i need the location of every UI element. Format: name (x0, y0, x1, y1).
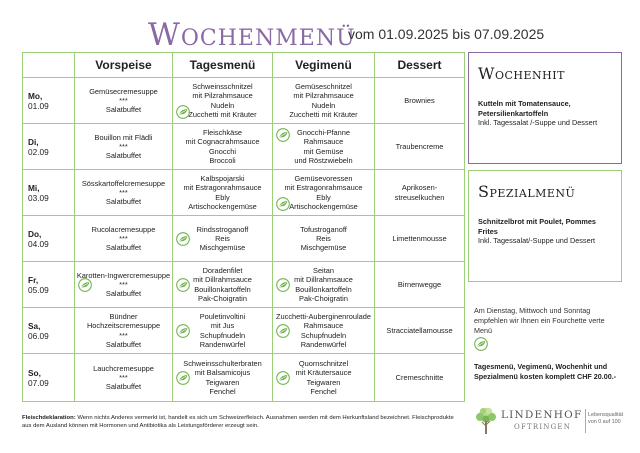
starter-line: Lauchcremesuppe (93, 363, 154, 373)
date-range: vom 01.09.2025 bis 07.09.2025 (348, 26, 545, 42)
lindenhof-logo (474, 406, 624, 440)
day-cell (23, 354, 75, 402)
fourchette-verte-icon (276, 128, 290, 142)
dessert-cell (375, 216, 465, 262)
vegi-line: Teigwaren (306, 377, 341, 387)
table-row (23, 78, 465, 124)
tages-line: mit Balsamicojus (194, 368, 251, 378)
day-date: 04.09 (28, 238, 49, 249)
fourchette-verte-icon (276, 371, 290, 385)
starter-line: Salatbuffet (105, 105, 142, 115)
starter-line: *** (119, 187, 128, 197)
vegi-line: Schupfnudeln (300, 330, 347, 340)
logo-tagline: Lebensqualität von 0 auf 100 (588, 412, 624, 425)
starter-cell (75, 308, 173, 354)
fourchette-verte-icon (176, 278, 190, 292)
fourchette-verte-icon (276, 324, 290, 338)
dessert-line: streuselkuchen (394, 192, 445, 202)
wochenhit-extra: Inkl. Tagessalat /-Suppe und Dessert (478, 118, 598, 127)
day-name: Di, (28, 136, 39, 147)
tages-line: Pak-Choigratin (198, 293, 247, 303)
day-date: 01.09 (28, 100, 49, 111)
tages-cell (173, 354, 273, 402)
tages-line: mit Cognacrahmsauce (185, 137, 260, 147)
tages-cell (173, 216, 273, 262)
column-header-vegimenu: Vegimenü (273, 53, 375, 78)
spezialmenu-extra: Inkl. Tagessalat/-Suppe und Dessert (478, 236, 596, 245)
table-row (23, 262, 465, 308)
day-cell (23, 308, 75, 354)
vegi-line: Seitan (313, 266, 334, 276)
fourchette-verte-icon (176, 105, 190, 119)
starter-cell (75, 124, 173, 170)
fourchette-verte-icon (176, 324, 190, 338)
tages-line: Mischgemüse (199, 243, 246, 253)
starter-line: *** (119, 372, 128, 382)
starter-line: *** (119, 279, 128, 289)
day-date: 02.09 (28, 146, 49, 157)
starter-line: Rucolacremesuppe (91, 224, 156, 234)
vegi-line: Rahmsauce (303, 321, 344, 331)
starter-line: *** (119, 233, 128, 243)
vegi-cell (273, 308, 375, 354)
tages-line: Schweinsschnitzel (192, 82, 253, 92)
vegi-cell (273, 124, 375, 170)
tages-line: Broccoli (209, 155, 236, 165)
tages-line: Ebly (215, 192, 230, 202)
vegi-line: Zucchetti-Auberginenroulade (276, 312, 371, 322)
spezialmenu-box (468, 170, 622, 282)
fourchette-verte-icon (276, 197, 290, 211)
logo-divider (585, 409, 586, 433)
vegi-line: Quornschnitzel (298, 359, 349, 369)
vegi-line: mit Dillrahmsauce (294, 275, 353, 285)
logo-town: OFTRINGEN (514, 423, 572, 431)
day-name: Mo, (28, 90, 43, 101)
vegi-line: und Röstzwiebeln (294, 155, 353, 165)
tages-line: Fleischkäse (202, 128, 243, 138)
vegi-cell (273, 170, 375, 216)
vegi-line: mit Pilzrahmsauce (293, 91, 354, 101)
meat-declaration-label: Fleischdeklaration: (22, 415, 76, 421)
vegi-line: Tofustroganoff (300, 224, 347, 234)
day-cell (23, 124, 75, 170)
starter-line: *** (119, 95, 128, 105)
tages-line: mit Jus (210, 321, 235, 331)
column-header-dessert: Dessert (375, 53, 465, 78)
tages-line: Gnocchi (208, 146, 237, 156)
dessert-line: Limettenmousse (392, 233, 447, 243)
meat-declaration (22, 415, 462, 431)
vegi-line: Nudeln (311, 100, 336, 110)
vegi-line: Gemüsevoressen (294, 174, 353, 184)
vegi-cell (273, 262, 375, 308)
column-header-starter: Vorspeise (75, 53, 173, 78)
dessert-line: Brownies (404, 95, 435, 105)
starter-line: *** (119, 141, 128, 151)
tages-line: Artischockengemüse (188, 201, 257, 211)
tages-line: Randenwürfel (199, 339, 246, 349)
tages-line: Rindsstroganoff (196, 224, 249, 234)
starter-cell (75, 262, 173, 308)
menu-title: Wochenmenü (148, 17, 356, 53)
fourchette-verte-icon (176, 232, 190, 246)
starter-line: Salatbuffet (105, 289, 142, 299)
vegi-line: mit Estragonrahmsauce (284, 183, 363, 193)
dessert-line: Aprikosen- (401, 183, 438, 193)
tages-cell (173, 124, 273, 170)
dessert-cell (375, 308, 465, 354)
vegi-line: Artischockengemüse (289, 201, 358, 211)
weekly-menu-table (22, 52, 465, 402)
fourchette-verte-icon (78, 278, 92, 292)
starter-line: Salatbuffet (105, 151, 142, 161)
day-date: 07.09 (28, 377, 49, 388)
starter-line: Sösskartoffelcremesuppe (81, 178, 166, 188)
tages-line: Teigwaren (205, 377, 240, 387)
tages-cell (173, 308, 273, 354)
dessert-line: Birnenwegge (397, 279, 442, 289)
table-row (23, 216, 465, 262)
fourchette-verte-icon (176, 371, 190, 385)
tages-line: mit Estragonrahmsauce (183, 183, 262, 193)
vegi-line: Gnocchi-Pfanne (297, 128, 350, 138)
column-header-tagesmenu: Tagesmenü (173, 53, 273, 78)
tages-line: Reis (215, 233, 230, 243)
tages-line: Pouletinvoltini (199, 312, 246, 322)
fourchette-verte-icon (474, 337, 488, 351)
dessert-line: Stracciatellamousse (386, 325, 453, 335)
tages-cell (173, 262, 273, 308)
tages-line: Nudeln (210, 100, 235, 110)
tages-cell (173, 170, 273, 216)
vegi-line: Fenchel (310, 386, 337, 396)
table-row (23, 354, 465, 402)
tages-cell (173, 78, 273, 124)
vegi-line: Pak-Choigratin (299, 293, 348, 303)
tages-line: mit Dillrahmsauce (193, 275, 252, 285)
day-date: 06.09 (28, 330, 49, 341)
vegi-line: Reis (316, 233, 331, 243)
day-cell (23, 170, 75, 216)
starter-line: Salatbuffet (105, 243, 142, 253)
wochenhit-title: Wochenhit (478, 64, 565, 83)
tages-line: Schweinsschulterbraten (183, 359, 262, 369)
day-name: Sa, (28, 320, 41, 331)
day-name: So, (28, 367, 41, 378)
starter-cell (75, 216, 173, 262)
table-row (23, 170, 465, 216)
corner-cell (23, 53, 75, 78)
vegi-cell (273, 354, 375, 402)
tree-icon (474, 406, 498, 436)
dessert-cell (375, 170, 465, 216)
dessert-cell (375, 354, 465, 402)
day-cell (23, 262, 75, 308)
meat-declaration-text: Wenn nichts Anderes vermerkt ist, handelt es sich um Schweizerfleisch. Ausnahmen werden mit dem Herkunftsland bezeichnet. Fleischprodukte aus dem Ausland können mit Hormonen und Antibiotika als Leistungsförderer erzeugt sein. (22, 415, 454, 429)
starter-line: Gemüsecremesuppe (89, 86, 158, 96)
day-name: Mi, (28, 182, 40, 193)
fourchette-verte-icon (276, 278, 290, 292)
starter-line: *** (119, 330, 128, 340)
pricing-note: Tagesmenü, Vegimenü, Wochenhit und Spezialmenü kosten komplett CHF 20.00.- (474, 362, 617, 381)
vegi-cell (273, 78, 375, 124)
vegi-line: Rahmsauce (303, 137, 344, 147)
wochenhit-dish: Kutteln mit Tomatensauce, Petersilienkartoffeln (478, 99, 571, 118)
vegi-cell (273, 216, 375, 262)
vegi-line: Zucchetti mit Kräuter (289, 109, 358, 119)
tages-line: Doradenfilet (202, 266, 243, 276)
tages-line: mit Pilzrahmsauce (192, 91, 253, 101)
starter-line: Salatbuffet (105, 197, 142, 207)
dessert-cell (375, 262, 465, 308)
day-name: Fr, (28, 274, 39, 285)
tages-line: Bouillonkartoffeln (194, 284, 251, 294)
dessert-line: Traubencreme (395, 141, 444, 151)
tages-line: Kalbspojarski (200, 174, 245, 184)
table-header-row (23, 53, 465, 78)
starter-cell (75, 78, 173, 124)
tages-line: Fenchel (209, 386, 236, 396)
day-date: 03.09 (28, 192, 49, 203)
vegi-line: mit Kräutersauce (295, 368, 352, 378)
day-name: Do, (28, 228, 42, 239)
spezialmenu-dish: Schnitzelbrot mit Poulet, Pommes Frites (478, 217, 596, 236)
starter-line: Karotten-Ingwercremesuppe (76, 270, 171, 280)
vegi-line: mit Gemüse (303, 146, 344, 156)
starter-line: Hochzeitscremesuppe (86, 321, 161, 331)
day-cell (23, 216, 75, 262)
table-row (23, 308, 465, 354)
table-row (23, 124, 465, 170)
day-cell (23, 78, 75, 124)
spezialmenu-title: Spezialmenü (478, 182, 576, 201)
starter-line: Salatbuffet (105, 339, 142, 349)
logo-name: LINDENHOF (501, 409, 583, 421)
dessert-line: Cremeschnitte (395, 372, 444, 382)
day-date: 05.09 (28, 284, 49, 295)
vegi-line: Gemüseschnitzel (295, 82, 352, 92)
dessert-cell (375, 78, 465, 124)
tages-line: Zucchetti mit Kräuter (188, 109, 257, 119)
starter-line: Bündner (109, 312, 138, 322)
starter-line: Bouillon mit Flädli (94, 132, 153, 142)
vegi-line: Mischgemüse (300, 243, 347, 253)
starter-cell (75, 354, 173, 402)
vegi-line: Bouillonkartoffeln (295, 284, 352, 294)
vegi-line: Randenwürfel (300, 339, 347, 349)
fourchette-note: Am Dienstag, Mittwoch und Sonntag empfehlen wir Ihnen ein Fourchette verte Menü (474, 306, 605, 335)
wochenhit-box (468, 52, 622, 164)
tages-line: Schupfnudeln (199, 330, 246, 340)
vegi-line: Ebly (316, 192, 331, 202)
dessert-cell (375, 124, 465, 170)
starter-cell (75, 170, 173, 216)
starter-line: Salatbuffet (105, 382, 142, 392)
